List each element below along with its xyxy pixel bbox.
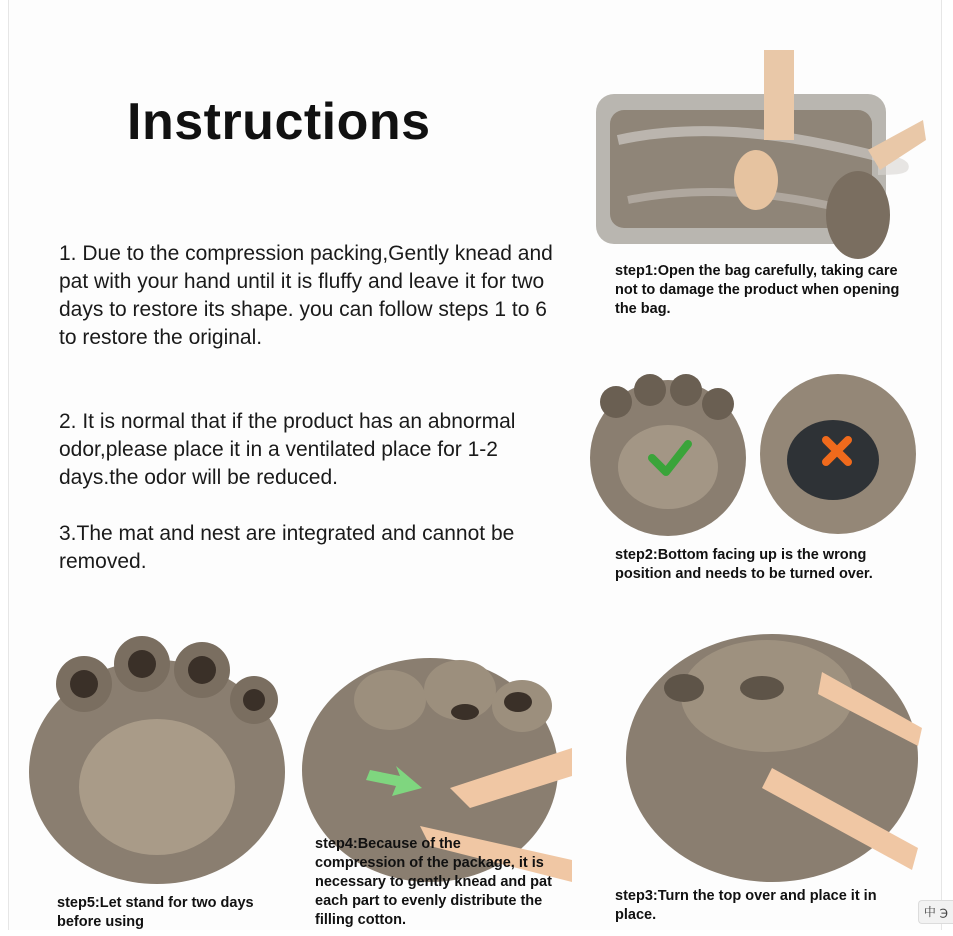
step3-photo [622, 618, 922, 888]
step3-caption: step3:Turn the top over and place it in place. [615, 888, 877, 923]
step1-caption: step1:Open the bag carefully, taking care not to damage the product when opening the bag. [615, 263, 900, 317]
instruction-1: 1. Due to the compression packing,Gently knead and pat with your hand until it is fluffy and leave it for two days to restore its shape. you can follow steps 1 to 6 to restore the original. [59, 242, 553, 349]
instruction-3: 3.The mat and nest are integrated and cannot be removed. [59, 522, 515, 573]
step2-caption: step2:Bottom facing up is the wrong position and needs to be turned over. [615, 547, 873, 582]
step2-photo [588, 362, 918, 540]
instruction-2: 2. It is normal that if the product has an abnormal odor,please place it in a ventilated place for 1-2 days.the odor will be reduced. [59, 410, 516, 489]
step1-photo [588, 50, 928, 260]
step4-caption: step4:Because of the compression of the package, it is necessary to gently knead and pat each part to evenly distribute the filling cotton. [315, 836, 552, 928]
step5-caption: step5:Let stand for two days before using [57, 895, 254, 930]
ime-indicator[interactable]: 中 ℈ [918, 900, 953, 924]
step5-photo [22, 622, 292, 892]
page-title: Instructions [127, 93, 431, 151]
